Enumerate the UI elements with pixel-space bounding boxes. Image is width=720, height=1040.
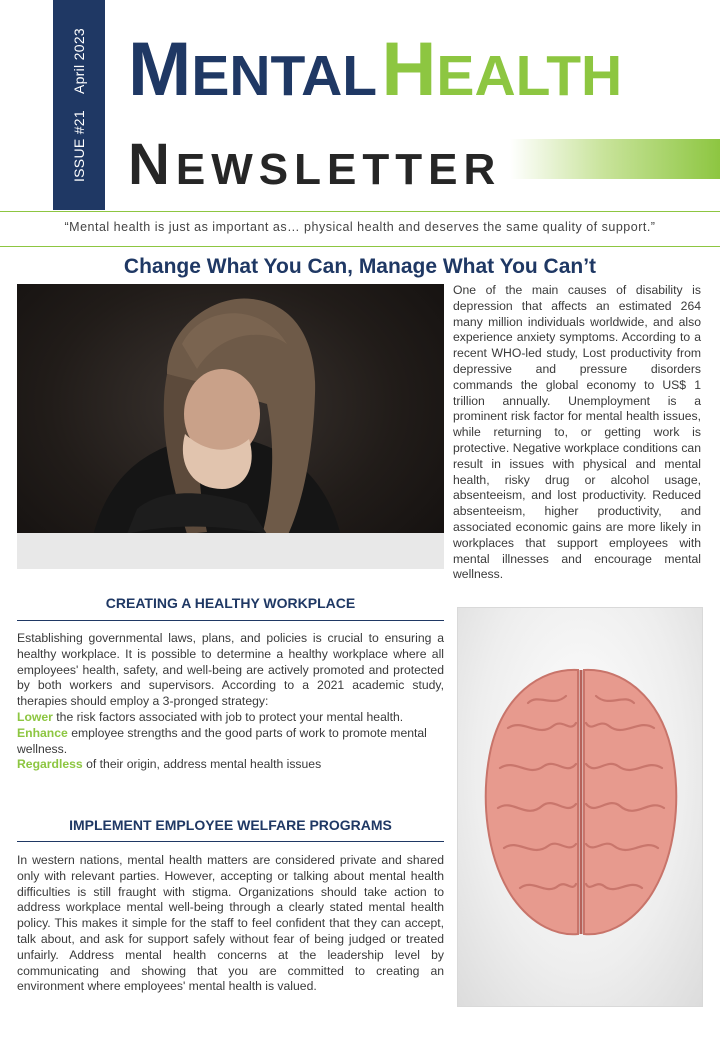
section-paragraph: Establishing governmental laws, plans, and policies is crucial to ensuring a healthy workplace. It is possible to determine a healthy workplace where all employees' health, safety, and well-being are actively promoted and protected by both workers and supervisors. According to a 2021 academic study, therapies should employ a 3-pronged strategy:: [17, 631, 444, 709]
section-healthy-workplace: [17, 631, 444, 773]
section-rule-2: [17, 841, 444, 842]
section-heading-welfare-programs: IMPLEMENT EMPLOYEE WELFARE PROGRAMS: [69, 817, 392, 833]
section-heading-healthy-workplace: CREATING A HEALTHY WORKPLACE: [105, 595, 356, 611]
issue-date: April 2023: [71, 28, 87, 95]
strategy-item: [17, 726, 444, 758]
subtitle-initial: N: [128, 132, 176, 197]
title-rest-ental: ENTAL: [191, 44, 378, 108]
strategy-text: the risk factors associated with job to protect your mental health.: [52, 709, 404, 724]
masthead-title: [128, 27, 623, 112]
intro-paragraph: One of the main causes of disability is depression that affects an estimated 264 many million individuals worldwide, and also experience anxiety symptoms. According to a recent WHO-led study, Lost productivity from depressive and pressure disorders commands the global economy to US$ 1 trillion annually. Unemployment is a prominent risk factor for mental health issues, while returning to, or getting work is protective. Negative workplace conditions can result in issues with physical and mental health, risky drug or alcohol usage, absenteeism, and lost productivity. Reduced absenteeism, higher productivity, and associated economic gains are more likely in workplaces that support employees with mental illnesses and encourage mental wellness.: [453, 283, 701, 582]
title-initial-m: M: [128, 27, 192, 112]
title-initial-h: H: [381, 27, 437, 112]
strategy-keyword: Enhance: [17, 725, 68, 740]
photo-stressed-woman: [17, 284, 444, 569]
issue-bar: [53, 0, 105, 210]
quote-rule-top: [0, 211, 720, 212]
woman-illustration: [17, 284, 444, 569]
strategy-keyword: Lower: [17, 709, 53, 724]
masthead-gradient-bar: [510, 139, 720, 179]
quote-rule-bottom: [0, 246, 720, 247]
strategy-text: of their origin, address mental health issues: [82, 757, 322, 772]
pull-quote: “Mental health is just as important as… physical health and deserves the same quality of support.”: [64, 220, 656, 234]
strategy-text: employee strengths and the good parts of work to promote mental wellness.: [17, 725, 427, 756]
strategy-keyword: Regardless: [17, 757, 83, 772]
article-headline: Change What You Can, Manage What You Can’t: [123, 255, 597, 278]
photo-brain: [457, 607, 703, 1007]
strategy-item: [17, 757, 444, 773]
section-welfare-programs: In western nations, mental health matters are considered private and shared only with relevant parties. However, accepting or talking about mental health difficulties is still fraught with stigma. Organizations should take action to address workplace mental well-being through a clearly stated mental health policy. This makes it simple for the staff to feel confident that they can accept, talk about, and ask for support safely without fear of being judged or treated unfairly. Address mental health concerns at the leadership level by communicating and showing that you are committed to creating an environment where employees' mental health is valued.: [17, 853, 444, 994]
brain-illustration: [458, 608, 704, 1008]
section-rule-1: [17, 620, 444, 621]
issue-label: [53, 0, 105, 210]
strategy-item: [17, 710, 444, 726]
subtitle-rest: EWSLETTER: [175, 145, 502, 194]
masthead-subtitle: [128, 132, 502, 197]
title-rest-ealth: EALTH: [436, 44, 623, 108]
issue-number: ISSUE #21: [71, 110, 87, 183]
